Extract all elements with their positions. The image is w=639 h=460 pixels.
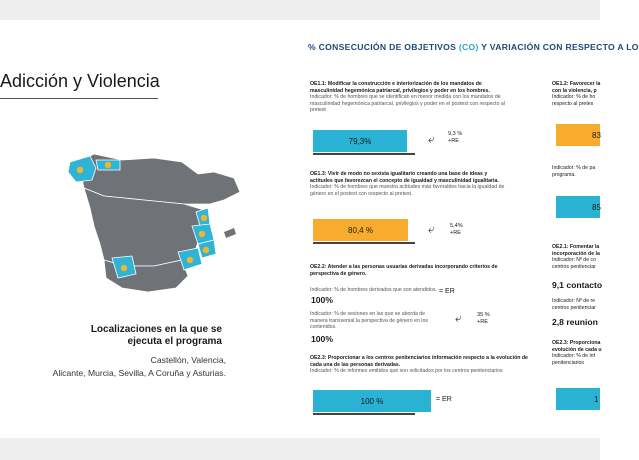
oe13-variation — [450, 223, 463, 237]
oe23b-bar: 1 — [556, 388, 600, 410]
oe11-variation — [448, 131, 462, 145]
oe23-value: 100 % — [360, 396, 384, 406]
oe22-value-2: 100% — [311, 334, 333, 344]
title-underline — [0, 98, 158, 99]
oe22-up-arrow-icon: ⤶ — [455, 311, 462, 325]
oe21-block: OE2.1: Fomentar la incorporación de la Indicador: Nº de co centros penitenciar — [552, 244, 600, 270]
oe11-var-label: +RE — [448, 138, 460, 144]
oe11-title: OE1.1: Modificar la construcción e interiorización de los mandatos de masculinidad hegemónica patriarcal, privilegios y poder en los hombres. — [310, 81, 490, 94]
oe21-indicator-2: Indicador: Nº de re centros penitenciar — [552, 298, 596, 311]
oe11-up-arrow-icon: ⤶ — [428, 132, 435, 146]
header-post: Y VARIACIÓN CON RESPECTO A LO — [478, 42, 639, 52]
oe23-title: OE2.3: Proporcionar a los centros penitenciarios información respecto a la evolución de cada una de las personas derivadas. — [310, 355, 528, 368]
oe11-var-value: 9,3 % — [448, 131, 463, 137]
map-dot-sevilla — [121, 265, 127, 271]
map-dot-coruna — [77, 167, 83, 173]
oe11-value: 79,3% — [348, 136, 372, 146]
locations-title: Localizaciones en la que se ejecuta el programa — [90, 324, 222, 347]
oe12-bar-b: 85 — [556, 196, 600, 218]
map-dot-asturias — [105, 162, 111, 168]
oe13-up-arrow-icon: ⤶ — [428, 222, 435, 236]
oe13-title: OE1.3: Vivir de modo no sexista igualitario creando una base de ideas y actitudes que favorezcan el concepto de igualdad y masculinidad igualitaria. — [310, 171, 499, 184]
section-header — [308, 42, 639, 52]
oe22-indicator-2: Indicador: % de sesiones en las que se aborda de manera transversal la perspectiva de género en los contenidos. — [310, 311, 428, 331]
oe23-block — [310, 355, 532, 375]
oe12-bar-a: 83 — [556, 124, 600, 146]
oe23-axis — [313, 413, 415, 415]
page-title: Adicción y Violencia — [0, 71, 160, 91]
map-dot-castellon — [201, 215, 207, 221]
oe13-indicator: Indicador: % de hombres que muestra actitudes más favorables hacia la igualdad de género en el postest con respecto al pretest. — [310, 184, 505, 197]
oe22-var-label: +RE — [477, 319, 489, 325]
header-co: (CO) — [458, 42, 479, 52]
oe21-value-1: 9,1 contacto — [552, 280, 603, 290]
oe11-axis — [313, 153, 415, 155]
oe21-value-2: 2,8 reunion — [552, 317, 598, 327]
map-dot-murcia — [187, 257, 193, 263]
locations-cities — [20, 354, 226, 380]
oe22-var-value: 35 % — [477, 312, 490, 318]
oe22-value-1: 100% — [311, 295, 333, 305]
oe22-indicator-1: Indicador: % de hombres derivados que son atendidos. — [310, 287, 437, 293]
map-dot-valencia — [199, 231, 205, 237]
cities-line-2: Alicante, Murcia, Sevilla, A Coruña y Asturias. — [52, 368, 226, 378]
oe22-equal-1: = ER — [439, 288, 455, 295]
oe13-var-label: +RE — [450, 230, 462, 236]
oe13-axis — [313, 242, 415, 244]
oe11-indicator: Indicador: % de hombres que se identifican en menor medida con los mandatos de masculinidad hegemónica patriarcal, privilegios y poder en el postest con respecto al pretest — [310, 94, 505, 114]
oe22-title: OE2.2: Atender a las personas usuarias derivadas incorporando criterios de perspectiva de género. — [310, 264, 498, 277]
oe11-block — [310, 81, 510, 114]
oe13-var-value: 5,4% — [450, 223, 463, 229]
oe13-block — [310, 171, 510, 197]
oe12-indicator-b: Indicador: % de pa programa. — [552, 165, 596, 178]
oe23b-block: OE2.3: Proporciona evolución de cada u Indicador: % de inf penitenciarios — [552, 340, 602, 366]
oe13-value: 80,4 % — [348, 225, 373, 235]
oe23-equal: = ER — [436, 396, 452, 403]
oe22-block — [310, 264, 510, 277]
cities-line-1: Castellón, Valencia, — [150, 355, 226, 365]
map-region-balearic — [224, 228, 236, 238]
header-pre: % CONSECUCIÓN DE OBJETIVOS — [308, 42, 459, 52]
spain-map — [64, 148, 248, 298]
map-dot-alicante — [203, 247, 209, 253]
oe11-bar — [313, 130, 407, 152]
oe12-block: OE1.2: Favorecer la con la violencia, p Indicador: % de ho respecto al pretes — [552, 81, 601, 107]
oe13-bar — [313, 219, 408, 241]
oe23-bar — [313, 390, 431, 412]
oe23-indicator: Indicador: % de informes emitidos que son solicitados por los centros penitenciarios — [310, 368, 503, 375]
oe22-variation — [477, 312, 490, 326]
